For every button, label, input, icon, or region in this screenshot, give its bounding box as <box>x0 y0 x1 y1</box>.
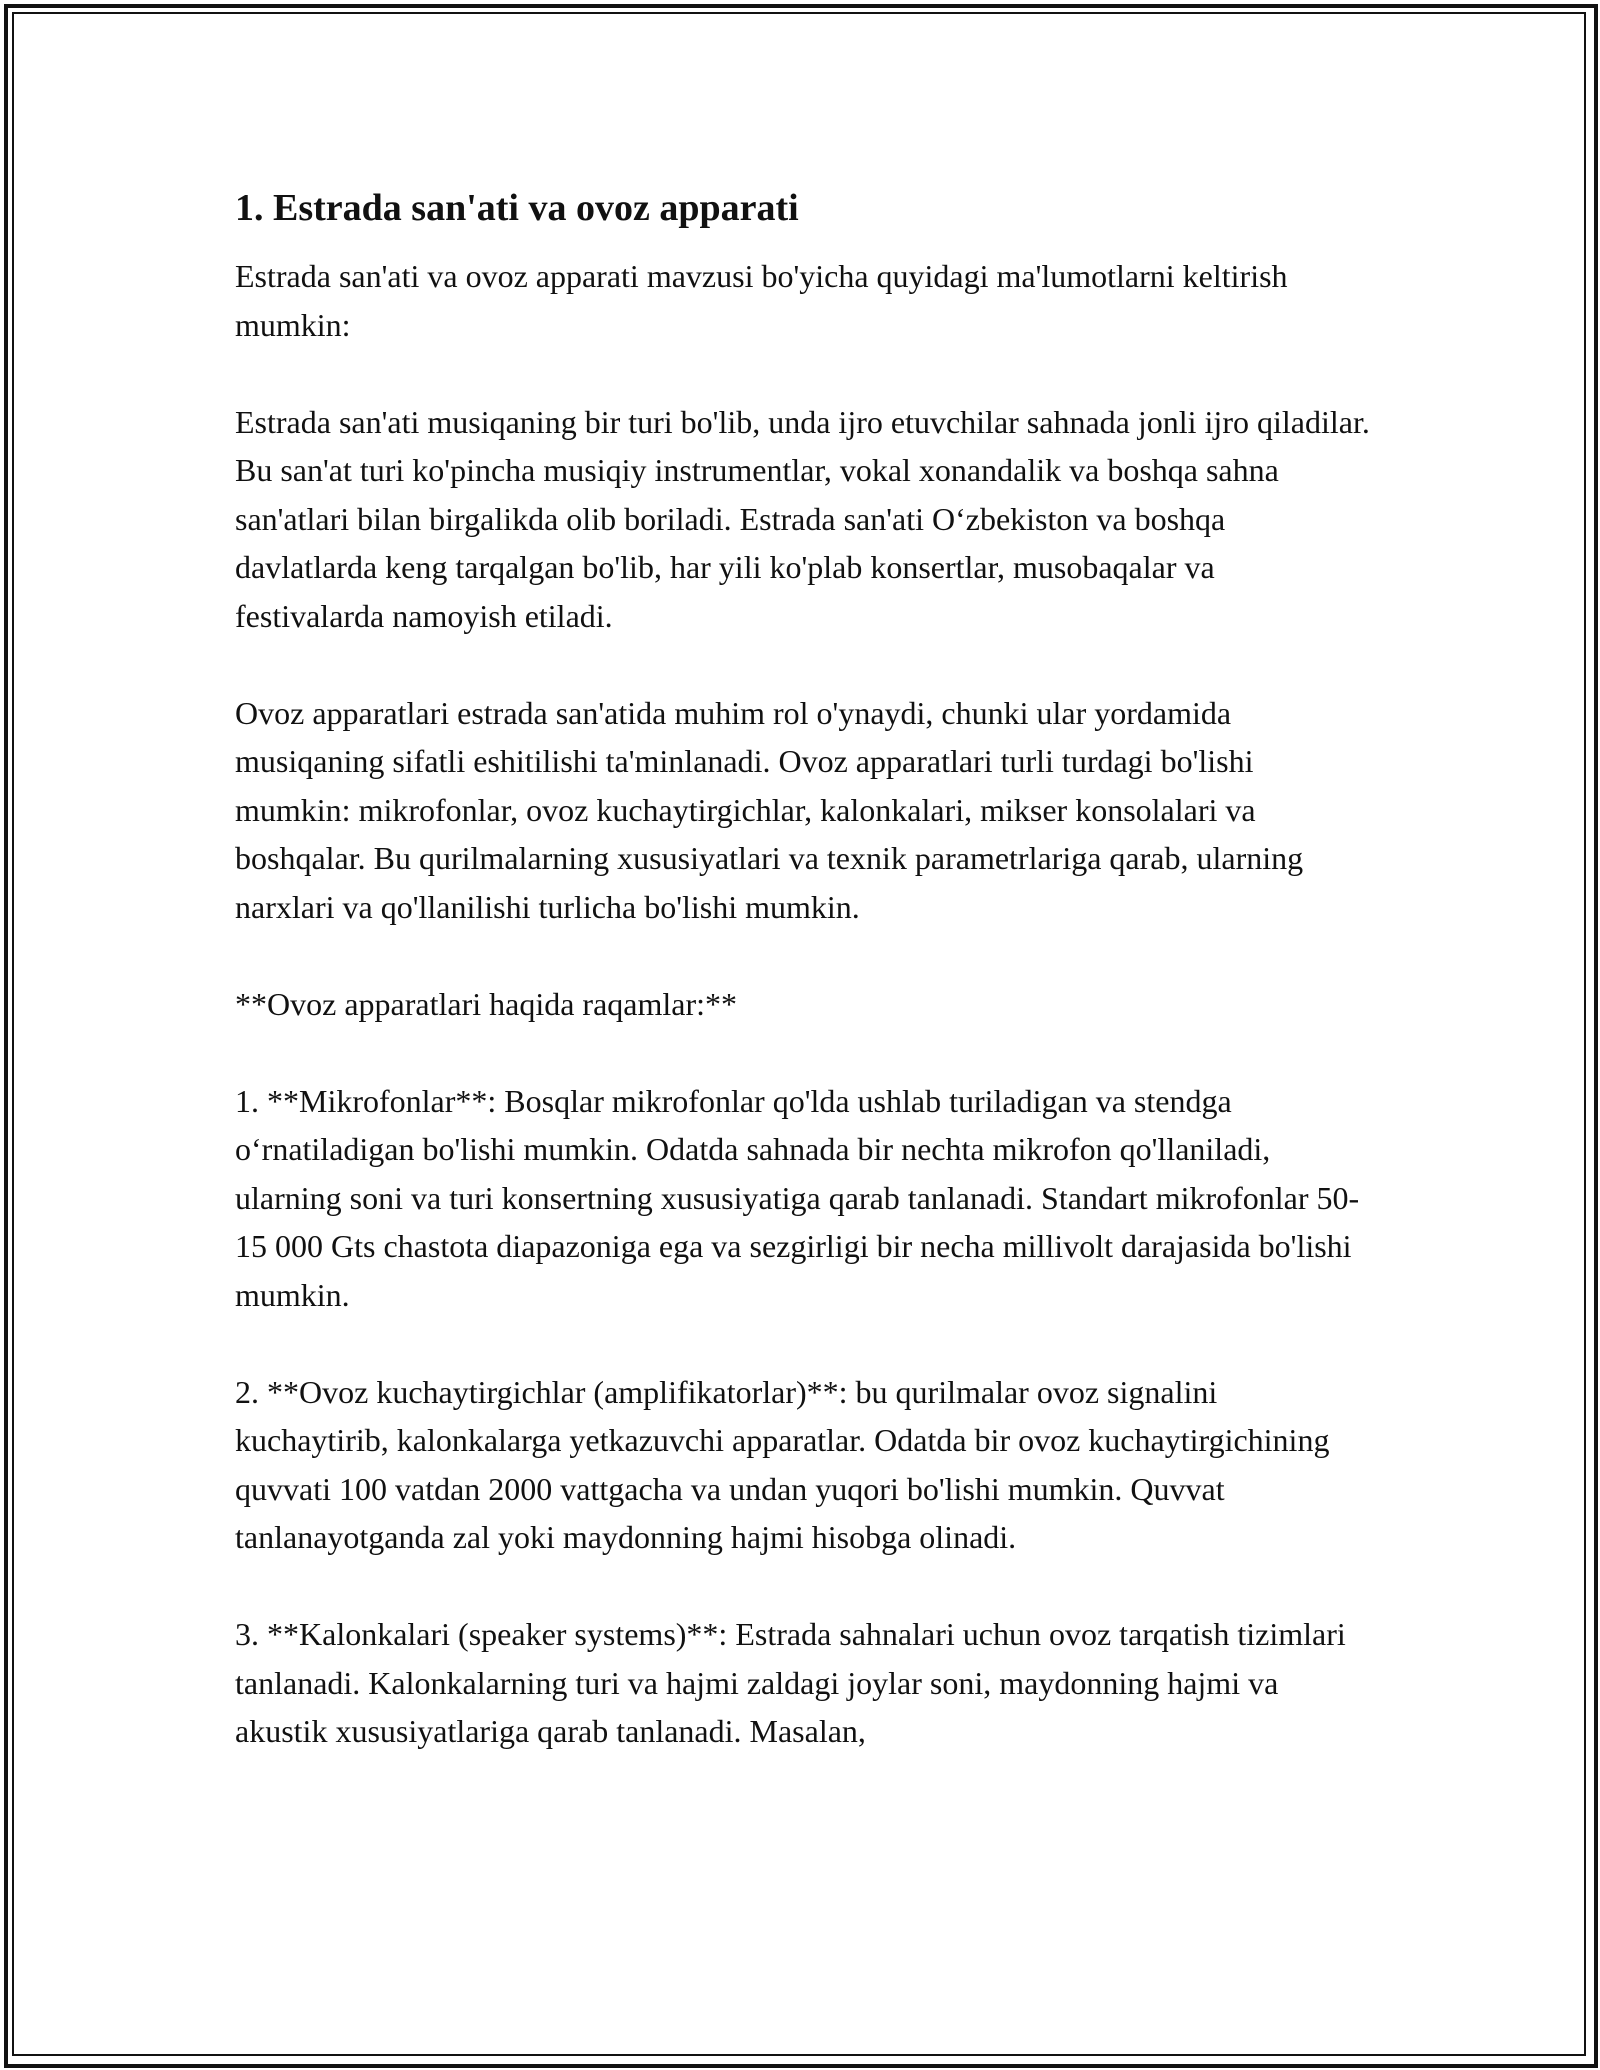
spacer <box>235 931 1370 980</box>
spacer <box>235 1319 1370 1368</box>
list-item-kalonkalari: 3. **Kalonkalari (speaker systems)**: Estrada sahnalari uchun ovoz tarqatish tizimlari tanlanadi. Kalonkalarning turi va hajmi zaldagi joylar soni, maydonning hajmi va akustik xususiyatlariga qarab tanlanadi. Masalan, <box>235 1616 1346 1749</box>
spacer <box>235 640 1370 689</box>
list-item-mikrofonlar: 1. **Mikrofonlar**: Bosqlar mikrofonlar qo'lda ushlab turiladigan va stendga o‘rnatiladigan bo'lishi mumkin. Odatda sahnada bir nechta mikrofon qo'llaniladi, ularning soni va turi konsertning xususiyatiga qarab tanlanadi. Standart mikrofonlar 50-15 000 Gts chastota diapazoniga ega va sezgirligi bir necha millivolt darajasida bo'lishi mumkin. <box>235 1082 1360 1313</box>
document-body <box>235 182 1370 1756</box>
spacer <box>235 1028 1370 1077</box>
document-title: 1. Estrada san'ati va ovoz apparati <box>235 187 799 229</box>
list-item-kuchaytirgichlar: 2. **Ovoz kuchaytirgichlar (amplifikatorlar)**: bu qurilmalar ovoz signalini kuchaytirib, kalonkalarga yetkazuvchi apparatlar. Odatda bir ovoz kuchaytirgichining quvvati 100 vatdan 2000 vattgacha va undan yuqori bo'lishi mumkin. Quvvat tanlanayotganda zal yoki maydonning hajmi hisobga olinadi. <box>235 1373 1330 1555</box>
spacer <box>235 234 1370 252</box>
estrada-paragraph: Estrada san'ati musiqaning bir turi bo'lib, unda ijro etuvchilar sahnada jonli ijro qiladilar. Bu san'at turi ko'pincha musiqiy instrumentlar, vokal xonandalik va boshqa sahna san'atlari bilan birgalikda olib boriladi. Estrada san'ati O‘zbekiston va boshqa davlatlarda keng tarqalgan bo'lib, har yili ko'plab konsertlar, musobaqalar va festivalarda namoyish etiladi. <box>235 403 1370 634</box>
spacer <box>235 349 1370 398</box>
ovoz-apparatlari-paragraph: Ovoz apparatlari estrada san'atida muhim rol o'ynaydi, chunki ular yordamida musiqaning sifatli eshitilishi ta'minlanadi. Ovoz apparatlari turli turdagi bo'lishi mumkin: mikrofonlar, ovoz kuchaytirgichlar, kalonkalari, mikser konsolalari va boshqalar. Bu qurilmalarning xususiyatlari va texnik parametrlariga qarab, ularning narxlari va qo'llanilishi turlicha bo'lishi mumkin. <box>235 694 1304 925</box>
section-heading-raqamlar: **Ovoz apparatlari haqida raqamlar:** <box>235 985 737 1022</box>
spacer <box>235 1562 1370 1611</box>
intro-paragraph: Estrada san'ati va ovoz apparati mavzusi bo'yicha quyidagi ma'lumotlarni keltirish mumkin: <box>235 258 1288 343</box>
